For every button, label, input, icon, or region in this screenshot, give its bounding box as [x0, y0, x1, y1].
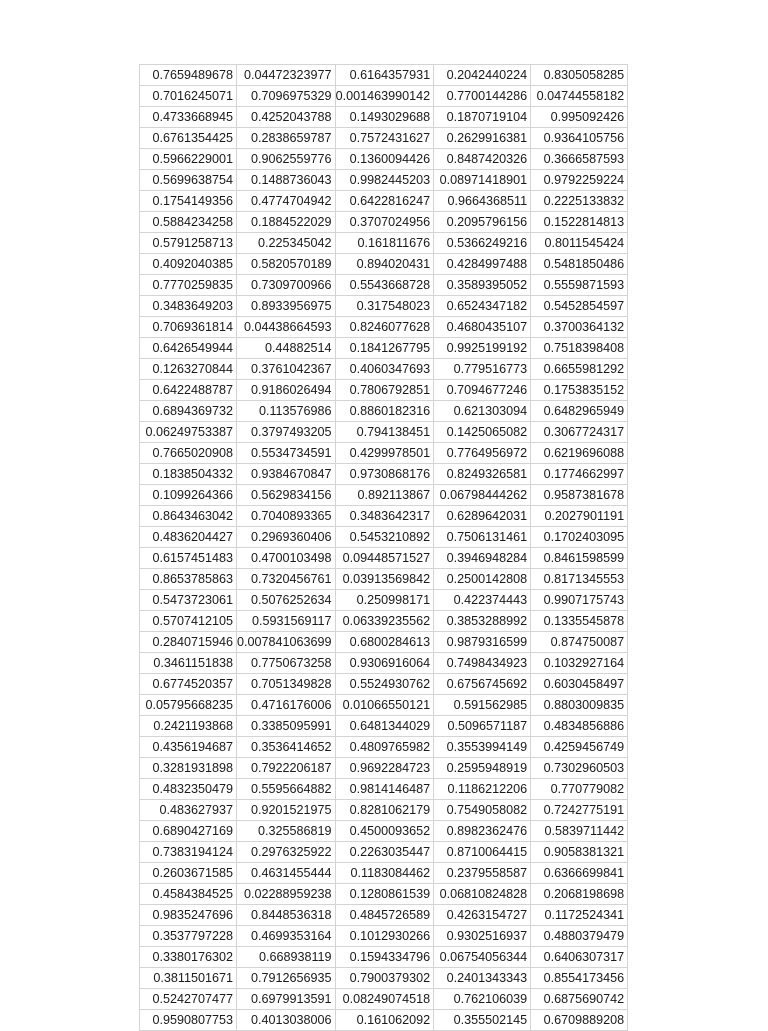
table-cell: 0.7750673258	[237, 653, 336, 674]
table-cell: 0.6800284613	[335, 632, 434, 653]
table-row	[140, 128, 628, 149]
table-cell: 0.2042440224	[434, 65, 531, 86]
table-row	[140, 401, 628, 422]
table-cell: 0.483627937	[140, 800, 237, 821]
table-cell: 0.02288959238	[237, 884, 336, 905]
table-cell: 0.1280861539	[335, 884, 434, 905]
table-cell: 0.6164357931	[335, 65, 434, 86]
table-cell: 0.4834856886	[531, 716, 628, 737]
table-cell: 0.1702403095	[531, 527, 628, 548]
table-cell: 0.4733668945	[140, 107, 237, 128]
table-cell: 0.2263035447	[335, 842, 434, 863]
table-cell: 0.1884522029	[237, 212, 336, 233]
table-cell: 0.9384670847	[237, 464, 336, 485]
table-cell: 0.161811676	[335, 233, 434, 254]
table-cell: 0.2421193868	[140, 716, 237, 737]
table-cell: 0.5966229001	[140, 149, 237, 170]
table-cell: 0.8249326581	[434, 464, 531, 485]
table-cell: 0.04438664593	[237, 317, 336, 338]
table-cell: 0.9879316599	[434, 632, 531, 653]
table-row	[140, 464, 628, 485]
table-cell: 0.4699353164	[237, 926, 336, 947]
table-cell: 0.9364105756	[531, 128, 628, 149]
table-cell: 0.1753835152	[531, 380, 628, 401]
table-cell: 0.6422816247	[335, 191, 434, 212]
table-cell: 0.9201521975	[237, 800, 336, 821]
table-cell: 0.2603671585	[140, 863, 237, 884]
table-cell: 0.6157451483	[140, 548, 237, 569]
table-cell: 0.7806792851	[335, 380, 434, 401]
table-cell: 0.6890427169	[140, 821, 237, 842]
table-cell: 0.6774520357	[140, 674, 237, 695]
table-cell: 0.779516773	[434, 359, 531, 380]
table-cell: 0.1335545878	[531, 611, 628, 632]
table-cell: 0.9692284723	[335, 758, 434, 779]
table-cell: 0.4584384525	[140, 884, 237, 905]
table-cell: 0.9907175743	[531, 590, 628, 611]
table-cell: 0.2595948919	[434, 758, 531, 779]
table-cell: 0.3707024956	[335, 212, 434, 233]
table-cell: 0.7383194124	[140, 842, 237, 863]
table-cell: 0.6289642031	[434, 506, 531, 527]
table-cell: 0.8653785863	[140, 569, 237, 590]
table-cell: 0.874750087	[531, 632, 628, 653]
table-cell: 0.9835247696	[140, 905, 237, 926]
table-cell: 0.8461598599	[531, 548, 628, 569]
table-cell: 0.7665020908	[140, 443, 237, 464]
table-cell: 0.5481850486	[531, 254, 628, 275]
table-row	[140, 905, 628, 926]
table-row	[140, 611, 628, 632]
table-cell: 0.5452854597	[531, 296, 628, 317]
table-cell: 0.4060347693	[335, 359, 434, 380]
table-cell: 0.5931569117	[237, 611, 336, 632]
table-cell: 0.6482965949	[531, 401, 628, 422]
table-cell: 0.1493029688	[335, 107, 434, 128]
table-cell: 0.5559871593	[531, 275, 628, 296]
table-row	[140, 380, 628, 401]
table-row	[140, 884, 628, 905]
table-cell: 0.7016245071	[140, 86, 237, 107]
table-cell: 0.9186026494	[237, 380, 336, 401]
table-cell: 0.161062092	[335, 1010, 434, 1031]
table-cell: 0.3380176302	[140, 947, 237, 968]
table-row	[140, 170, 628, 191]
table-cell: 0.8803009835	[531, 695, 628, 716]
table-cell: 0.3553994149	[434, 737, 531, 758]
table-cell: 0.1594334796	[335, 947, 434, 968]
table-cell: 0.04744558182	[531, 86, 628, 107]
table-cell: 0.4092040385	[140, 254, 237, 275]
table-cell: 0.2379558587	[434, 863, 531, 884]
table-cell: 0.7309700966	[237, 275, 336, 296]
table-cell: 0.8281062179	[335, 800, 434, 821]
table-cell: 0.7912656935	[237, 968, 336, 989]
table-row	[140, 275, 628, 296]
table-cell: 0.8171345553	[531, 569, 628, 590]
table-cell: 0.3700364132	[531, 317, 628, 338]
table-cell: 0.06798444262	[434, 485, 531, 506]
table-cell: 0.9590807753	[140, 1010, 237, 1031]
table-cell: 0.3666587593	[531, 149, 628, 170]
table-cell: 0.3761042367	[237, 359, 336, 380]
table-cell: 0.5543668728	[335, 275, 434, 296]
table-row	[140, 107, 628, 128]
table-cell: 0.3537797228	[140, 926, 237, 947]
table-cell: 0.1838504332	[140, 464, 237, 485]
table-row	[140, 233, 628, 254]
table-cell: 0.6366699841	[531, 863, 628, 884]
table-cell: 0.8305058285	[531, 65, 628, 86]
table-cell: 0.250998171	[335, 590, 434, 611]
table-cell: 0.8643463042	[140, 506, 237, 527]
table-cell: 0.4680435107	[434, 317, 531, 338]
table-cell: 0.2969360406	[237, 527, 336, 548]
table-cell: 0.9814146487	[335, 779, 434, 800]
table-cell: 0.6756745692	[434, 674, 531, 695]
table-cell: 0.7770259835	[140, 275, 237, 296]
table-row	[140, 821, 628, 842]
table-row	[140, 989, 628, 1010]
table-cell: 0.3946948284	[434, 548, 531, 569]
table-cell: 0.5629834156	[237, 485, 336, 506]
table-cell: 0.9982445203	[335, 170, 434, 191]
table-row	[140, 212, 628, 233]
table-cell: 0.3483649203	[140, 296, 237, 317]
table-cell: 0.6481344029	[335, 716, 434, 737]
table-cell: 0.4013038006	[237, 1010, 336, 1031]
table-cell: 0.8933956975	[237, 296, 336, 317]
table-cell: 0.06810824828	[434, 884, 531, 905]
table-cell: 0.1488736043	[237, 170, 336, 191]
table-cell: 0.9664368511	[434, 191, 531, 212]
table-cell: 0.1099264366	[140, 485, 237, 506]
table-cell: 0.4252043788	[237, 107, 336, 128]
table-cell: 0.2068198698	[531, 884, 628, 905]
table-cell: 0.3385095991	[237, 716, 336, 737]
table-row	[140, 632, 628, 653]
table-cell: 0.1425065082	[434, 422, 531, 443]
table-cell: 0.4809765982	[335, 737, 434, 758]
table-cell: 0.7900379302	[335, 968, 434, 989]
table-cell: 0.7764956972	[434, 443, 531, 464]
table-row	[140, 947, 628, 968]
table-row	[140, 674, 628, 695]
table-row	[140, 296, 628, 317]
table-cell: 0.5242707477	[140, 989, 237, 1010]
table-cell: 0.5076252634	[237, 590, 336, 611]
table-cell: 0.6030458497	[531, 674, 628, 695]
table-cell: 0.7549058082	[434, 800, 531, 821]
table-cell: 0.4845726589	[335, 905, 434, 926]
table-cell: 0.1774662997	[531, 464, 628, 485]
table-cell: 0.04472323977	[237, 65, 336, 86]
table-cell: 0.7302960503	[531, 758, 628, 779]
table-cell: 0.3483642317	[335, 506, 434, 527]
table-cell: 0.8246077628	[335, 317, 434, 338]
table-cell: 0.2401343343	[434, 968, 531, 989]
table-row	[140, 485, 628, 506]
table-cell: 0.6524347182	[434, 296, 531, 317]
table-cell: 0.422374443	[434, 590, 531, 611]
table-cell: 0.591562985	[434, 695, 531, 716]
table-cell: 0.1186212206	[434, 779, 531, 800]
table-cell: 0.9792259224	[531, 170, 628, 191]
table-cell: 0.08971418901	[434, 170, 531, 191]
table-cell: 0.4299978501	[335, 443, 434, 464]
table-row	[140, 569, 628, 590]
table-row	[140, 737, 628, 758]
table-cell: 0.4263154727	[434, 905, 531, 926]
table-cell: 0.8982362476	[434, 821, 531, 842]
table-cell: 0.113576986	[237, 401, 336, 422]
table-cell: 0.08249074518	[335, 989, 434, 1010]
table-body	[140, 65, 628, 1031]
table-cell: 0.007841063699	[237, 632, 336, 653]
table-cell: 0.2095796156	[434, 212, 531, 233]
table-cell: 0.4259456749	[531, 737, 628, 758]
table-cell: 0.6422488787	[140, 380, 237, 401]
table-cell: 0.6894369732	[140, 401, 237, 422]
table-cell: 0.01066550121	[335, 695, 434, 716]
table-cell: 0.3589395052	[434, 275, 531, 296]
table-cell: 0.5366249216	[434, 233, 531, 254]
table-cell: 0.225345042	[237, 233, 336, 254]
table-cell: 0.1012930266	[335, 926, 434, 947]
table-row	[140, 548, 628, 569]
table-cell: 0.6219696088	[531, 443, 628, 464]
table-cell: 0.7320456761	[237, 569, 336, 590]
table-row	[140, 422, 628, 443]
table-cell: 0.06339235562	[335, 611, 434, 632]
table-cell: 0.8448536318	[237, 905, 336, 926]
table-cell: 0.6426549944	[140, 338, 237, 359]
table-cell: 0.4774704942	[237, 191, 336, 212]
table-cell: 0.001463990142	[335, 86, 434, 107]
table-cell: 0.5884234258	[140, 212, 237, 233]
table-cell: 0.2838659787	[237, 128, 336, 149]
table-cell: 0.05795668235	[140, 695, 237, 716]
table-cell: 0.5839711442	[531, 821, 628, 842]
table-cell: 0.2225133832	[531, 191, 628, 212]
table-cell: 0.1360094426	[335, 149, 434, 170]
table-cell: 0.1172524341	[531, 905, 628, 926]
table-cell: 0.4284997488	[434, 254, 531, 275]
table-row	[140, 590, 628, 611]
table-row	[140, 695, 628, 716]
table-cell: 0.3067724317	[531, 422, 628, 443]
table-cell: 0.2500142808	[434, 569, 531, 590]
table-cell: 0.44882514	[237, 338, 336, 359]
table-cell: 0.4631455444	[237, 863, 336, 884]
table-cell: 0.7069361814	[140, 317, 237, 338]
table-cell: 0.7498434923	[434, 653, 531, 674]
table-cell: 0.5453210892	[335, 527, 434, 548]
table-row	[140, 926, 628, 947]
table-row	[140, 317, 628, 338]
table-row	[140, 842, 628, 863]
table-cell: 0.7051349828	[237, 674, 336, 695]
table-row	[140, 338, 628, 359]
table-cell: 0.995092426	[531, 107, 628, 128]
table-row	[140, 359, 628, 380]
table-cell: 0.9062559776	[237, 149, 336, 170]
table-cell: 0.355502145	[434, 1010, 531, 1031]
table-cell: 0.8710064415	[434, 842, 531, 863]
table-cell: 0.4356194687	[140, 737, 237, 758]
table-cell: 0.4716176006	[237, 695, 336, 716]
table-cell: 0.09448571527	[335, 548, 434, 569]
table-cell: 0.3281931898	[140, 758, 237, 779]
table-cell: 0.6709889208	[531, 1010, 628, 1031]
table-cell: 0.9587381678	[531, 485, 628, 506]
table-cell: 0.7700144286	[434, 86, 531, 107]
table-cell: 0.5707412105	[140, 611, 237, 632]
table-cell: 0.7659489678	[140, 65, 237, 86]
table-cell: 0.03913569842	[335, 569, 434, 590]
table-cell: 0.1263270844	[140, 359, 237, 380]
table-cell: 0.5524930762	[335, 674, 434, 695]
table-cell: 0.4700103498	[237, 548, 336, 569]
table-row	[140, 191, 628, 212]
table-cell: 0.8554173456	[531, 968, 628, 989]
table-row	[140, 653, 628, 674]
table-cell: 0.2840715946	[140, 632, 237, 653]
table-cell: 0.1522814813	[531, 212, 628, 233]
table-cell: 0.894020431	[335, 254, 434, 275]
table-cell: 0.8011545424	[531, 233, 628, 254]
table-cell: 0.1032927164	[531, 653, 628, 674]
table-cell: 0.3853288992	[434, 611, 531, 632]
table-cell: 0.4500093652	[335, 821, 434, 842]
table-cell: 0.7518398408	[531, 338, 628, 359]
table-cell: 0.5699638754	[140, 170, 237, 191]
table-cell: 0.2976325922	[237, 842, 336, 863]
table-row	[140, 506, 628, 527]
table-cell: 0.770779082	[531, 779, 628, 800]
table-cell: 0.1841267795	[335, 338, 434, 359]
table-cell: 0.5820570189	[237, 254, 336, 275]
table-row	[140, 863, 628, 884]
table-cell: 0.7094677246	[434, 380, 531, 401]
table-cell: 0.621303094	[434, 401, 531, 422]
table-cell: 0.9730868176	[335, 464, 434, 485]
table-cell: 0.7922206187	[237, 758, 336, 779]
table-cell: 0.1754149356	[140, 191, 237, 212]
table-row	[140, 1010, 628, 1031]
table-cell: 0.892113867	[335, 485, 434, 506]
table-row	[140, 779, 628, 800]
table-cell: 0.6406307317	[531, 947, 628, 968]
table-cell: 0.4832350479	[140, 779, 237, 800]
table-cell: 0.5473723061	[140, 590, 237, 611]
table-cell: 0.668938119	[237, 947, 336, 968]
table-row	[140, 527, 628, 548]
table-cell: 0.2629916381	[434, 128, 531, 149]
table-cell: 0.3536414652	[237, 737, 336, 758]
table-cell: 0.325586819	[237, 821, 336, 842]
table-row	[140, 149, 628, 170]
table-cell: 0.7096975329	[237, 86, 336, 107]
table-row	[140, 716, 628, 737]
table-cell: 0.6979913591	[237, 989, 336, 1010]
table-cell: 0.4880379479	[531, 926, 628, 947]
table-row	[140, 86, 628, 107]
table-cell: 0.5791258713	[140, 233, 237, 254]
table-cell: 0.3797493205	[237, 422, 336, 443]
table-row	[140, 254, 628, 275]
data-table	[139, 64, 628, 1031]
table-cell: 0.9306916064	[335, 653, 434, 674]
table-cell: 0.9925199192	[434, 338, 531, 359]
table-cell: 0.8487420326	[434, 149, 531, 170]
table-cell: 0.7242775191	[531, 800, 628, 821]
table-cell: 0.5096571187	[434, 716, 531, 737]
table-cell: 0.9302516937	[434, 926, 531, 947]
table-cell: 0.9058381321	[531, 842, 628, 863]
table-cell: 0.2027901191	[531, 506, 628, 527]
table-cell: 0.794138451	[335, 422, 434, 443]
table-row	[140, 443, 628, 464]
table-cell: 0.06249753387	[140, 422, 237, 443]
table-cell: 0.1870719104	[434, 107, 531, 128]
table-cell: 0.3461151838	[140, 653, 237, 674]
table-cell: 0.6655981292	[531, 359, 628, 380]
table-cell: 0.06754056344	[434, 947, 531, 968]
table-cell: 0.3811501671	[140, 968, 237, 989]
table-cell: 0.762106039	[434, 989, 531, 1010]
table-cell: 0.4836204427	[140, 527, 237, 548]
table-cell: 0.6875690742	[531, 989, 628, 1010]
table-cell: 0.5534734591	[237, 443, 336, 464]
table-cell: 0.317548023	[335, 296, 434, 317]
table-cell: 0.7572431627	[335, 128, 434, 149]
table-cell: 0.5595664882	[237, 779, 336, 800]
table-cell: 0.6761354425	[140, 128, 237, 149]
table-cell: 0.8860182316	[335, 401, 434, 422]
table-row	[140, 968, 628, 989]
table-cell: 0.7040893365	[237, 506, 336, 527]
table-row	[140, 65, 628, 86]
table-row	[140, 800, 628, 821]
table-cell: 0.7506131461	[434, 527, 531, 548]
table-cell: 0.1183084462	[335, 863, 434, 884]
table-row	[140, 758, 628, 779]
